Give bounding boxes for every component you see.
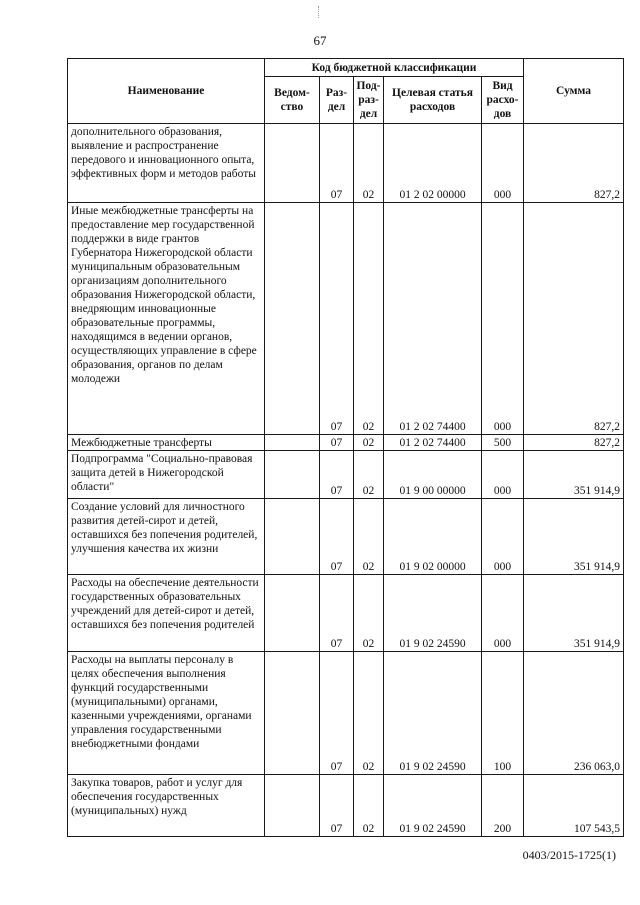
row-tselevaya: 01 9 02 24590: [384, 652, 482, 775]
row-podrazdel: 02: [354, 652, 384, 775]
row-vedomstvo: [265, 203, 320, 435]
row-vid: 100: [482, 652, 524, 775]
row-tselevaya: 01 2 02 00000: [384, 124, 482, 203]
header-podrazdel: Под-раз-дел: [354, 77, 384, 124]
row-vid: 000: [482, 124, 524, 203]
row-summa: 827,2: [524, 124, 624, 203]
row-podrazdel: 02: [354, 575, 384, 652]
table-row: [68, 499, 624, 575]
row-podrazdel: 02: [354, 435, 384, 451]
row-vid: 000: [482, 451, 524, 499]
row-podrazdel: 02: [354, 775, 384, 837]
row-summa: 351 914,9: [524, 451, 624, 499]
row-podrazdel: 02: [354, 499, 384, 575]
header-vid: Вид расхо-дов: [482, 77, 524, 124]
row-razdel: 07: [320, 775, 354, 837]
row-vedomstvo: [265, 499, 320, 575]
table-body: [68, 124, 624, 837]
header-budget-code: Код бюджетной классификации: [265, 59, 524, 77]
page-number: 67: [313, 33, 327, 48]
table-row: [68, 203, 624, 435]
row-vid: 200: [482, 775, 524, 837]
table-row: [68, 652, 624, 775]
row-vid: 500: [482, 435, 524, 451]
row-razdel: 07: [320, 203, 354, 435]
row-podrazdel: 02: [354, 451, 384, 499]
row-vedomstvo: [265, 775, 320, 837]
row-tselevaya: 01 9 02 24590: [384, 775, 482, 837]
row-tselevaya: 01 9 02 24590: [384, 575, 482, 652]
row-name: Расходы на обеспечение деятельности государственных образовательных учреждений для детей-сирот и детей, оставшихся без попечения родителей: [68, 575, 265, 652]
row-razdel: 07: [320, 435, 354, 451]
table-row: [68, 451, 624, 499]
row-tselevaya: 01 9 00 00000: [384, 451, 482, 499]
row-razdel: 07: [320, 451, 354, 499]
table-row: [68, 575, 624, 652]
scan-artifact: [318, 6, 320, 18]
row-tselevaya: 01 2 02 74400: [384, 435, 482, 451]
header-razdel: Раз-дел: [320, 77, 354, 124]
row-razdel: 07: [320, 499, 354, 575]
row-name: Подпрограмма "Социально-правовая защита детей в Нижегородской области": [68, 451, 265, 499]
row-summa: 351 914,9: [524, 575, 624, 652]
row-name: Иные межбюджетные трансферты на предоставление мер государственной поддержки в виде грантов Губернатора Нижегородской области муниципальным образовательным организациям дополнительного образования Нижегородской области, внедряющим инновационные образовательные программы, находящимся в ведении органов, осуществляющих управление в сфере образования, органов по делам молодежи: [68, 203, 265, 435]
row-vedomstvo: [265, 451, 320, 499]
header-summa: Сумма: [524, 59, 624, 124]
row-tselevaya: 01 9 02 00000: [384, 499, 482, 575]
row-razdel: 07: [320, 652, 354, 775]
row-summa: 827,2: [524, 203, 624, 435]
row-vedomstvo: [265, 124, 320, 203]
row-name: дополнительного образования, выявление и распространение передового и инновационного опыта, эффективных форм и методов работы: [68, 124, 265, 203]
header-vedomstvo: Ведом-ство: [265, 77, 320, 124]
row-summa: 236 063,0: [524, 652, 624, 775]
row-vid: 000: [482, 499, 524, 575]
row-summa: 827,2: [524, 435, 624, 451]
document-code: 0403/2015-1725(1): [522, 848, 616, 862]
row-vedomstvo: [265, 652, 320, 775]
row-podrazdel: 02: [354, 124, 384, 203]
header-name: Наименование: [68, 59, 265, 124]
row-vedomstvo: [265, 575, 320, 652]
row-name: Создание условий для личностного развития детей-сирот и детей, оставшихся без попечения родителей, улучшения качества их жизни: [68, 499, 265, 575]
table-row: [68, 435, 624, 451]
row-name: Закупка товаров, работ и услуг для обеспечения государственных (муниципальных) нужд: [68, 775, 265, 837]
row-razdel: 07: [320, 124, 354, 203]
row-name: Межбюджетные трансферты: [68, 435, 265, 451]
table-row: [68, 124, 624, 203]
row-podrazdel: 02: [354, 203, 384, 435]
table-row: [68, 775, 624, 837]
row-name: Расходы на выплаты персоналу в целях обеспечения выполнения функций государственными (муниципальными) органами, казенными учреждениями, органами управления государственными внебюджетными фондами: [68, 652, 265, 775]
row-summa: 107 543,5: [524, 775, 624, 837]
table-header: [68, 59, 624, 124]
row-vedomstvo: [265, 435, 320, 451]
row-tselevaya: 01 2 02 74400: [384, 203, 482, 435]
row-vid: 000: [482, 203, 524, 435]
row-summa: 351 914,9: [524, 499, 624, 575]
row-vid: 000: [482, 575, 524, 652]
header-tselevaya: Целевая статья расходов: [384, 77, 482, 124]
row-razdel: 07: [320, 575, 354, 652]
budget-table: [67, 58, 624, 837]
